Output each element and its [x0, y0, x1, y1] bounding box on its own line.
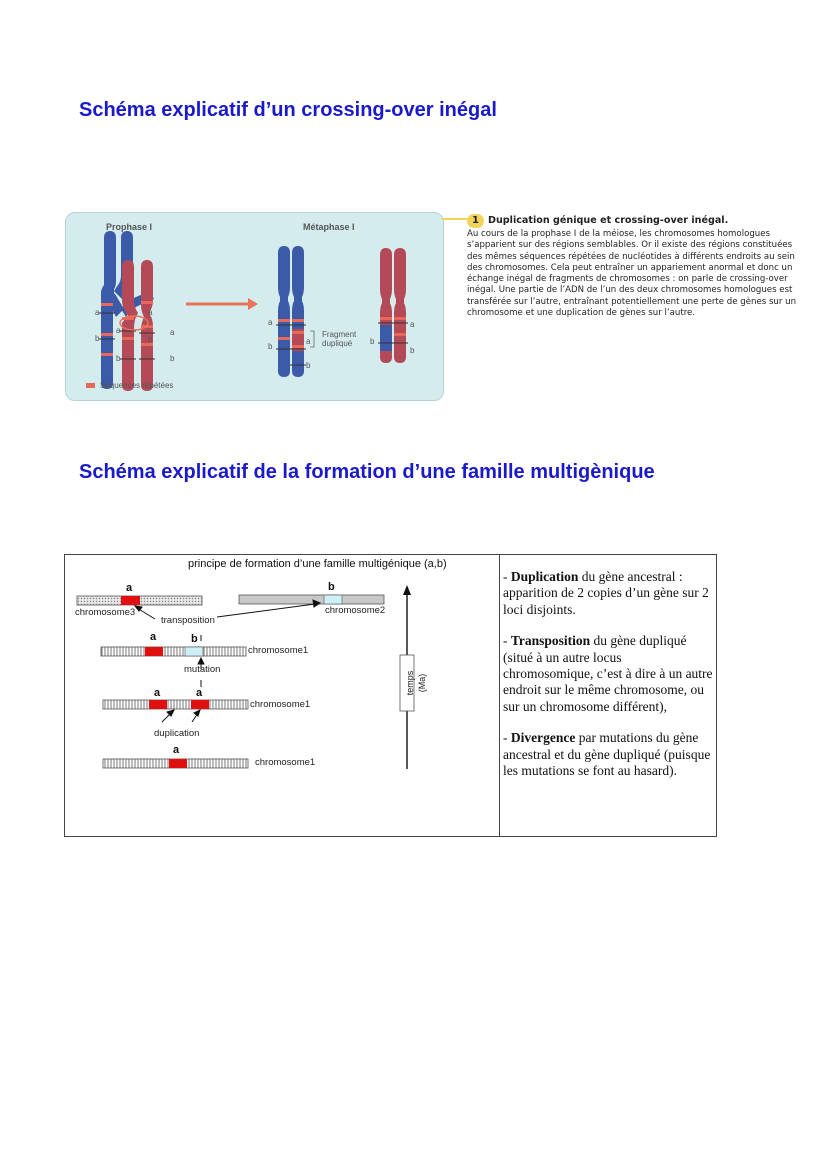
explanation-box [467, 214, 807, 319]
step-divergence: - Divergence par mutations du gène ancestral et du gène dupliqué (puisque les mutations se font au hasard). [503, 730, 711, 779]
metaphase-label: Métaphase I [303, 222, 355, 232]
time-axis-label: temps (Ma) [405, 670, 427, 696]
gene-a-block [121, 596, 140, 605]
chromosome1-label: chromosome1 [250, 699, 311, 710]
prophase-label: Prophase I [106, 222, 153, 232]
metaphase-left-chromosome [278, 246, 304, 377]
explanation-title: Duplication génique et crossing-over inégal. [488, 215, 729, 227]
multigene-diagram-panel [65, 555, 500, 836]
step-transposition: - Transposition du gène dupliqué (situé à un autre locus chromosomique, c’est à dire à un autre endroit sur le même chromosome, ou sur un chromosome différent), [503, 633, 713, 714]
gene-label-a: a [148, 308, 153, 317]
gene-label-b: b [306, 361, 311, 370]
gene-label-a: a [116, 326, 121, 335]
gene-b-label: b [328, 581, 335, 593]
gene-a-label: a [126, 582, 133, 594]
chromosome1-label: chromosome1 [255, 757, 316, 768]
transposition-label: transposition [161, 615, 215, 626]
gene-label-a: a [306, 337, 311, 346]
title-crossing-over: Schéma explicatif d’un crossing-over inégal [79, 99, 497, 121]
prophase-to-metaphase-arrow [186, 298, 258, 310]
multigene-diagram [65, 555, 499, 836]
step-duplication: - Duplication du gène ancestral : apparition de 2 copies d’un gène sur 2 loci disjoints. [503, 569, 709, 617]
gene-label-b: b [170, 354, 175, 363]
chromosome1-label: chromosome1 [248, 645, 309, 656]
crossing-over-figure [65, 212, 444, 401]
gene-a-label: a [150, 631, 157, 643]
gene-b-block [185, 647, 203, 656]
legend: Séquences répétées [86, 381, 173, 390]
multigene-family-figure [64, 554, 717, 837]
gene-a-block [169, 759, 187, 768]
gene-a-block [145, 647, 163, 656]
crossing-over-diagram [66, 213, 443, 400]
gene-label-b: b [95, 334, 100, 343]
gene-a-label: a [196, 687, 203, 699]
chromosome2-label: chromosome2 [325, 605, 386, 616]
gene-a-label: a [154, 687, 161, 699]
metaphase-right-chromosome [380, 248, 406, 363]
explanation-body: Au cours de la prophase I de la méiose, les chromosomes homologues s’apparient sur des régions semblables. Or il existe des régions constituées des mêmes séquences répétées de nucléotides à différents endroits au sein des chromosomes. Cela peut entraîner un appariement anormal et donc un échange inégal de fragments de chromosomes : on parle de crossing-over inégal. Une partie de l’ADN de l’un des deux chromosomes homologues est transférée sur l’autre, entraînant potentiellement une perte de gènes sur un chromosome et une duplication de gènes sur l’autre. [467, 229, 797, 319]
chromosome3-label: chromosome3 [75, 607, 136, 618]
gene-label-b: b [148, 335, 153, 344]
figure-caption: principe de formation d’une famille multigénique (a,b) [188, 558, 447, 570]
duplication-label: duplication [154, 728, 200, 739]
gene-a-block [149, 700, 167, 709]
gene-label-a: a [95, 308, 100, 317]
number-badge: 1 [467, 214, 484, 228]
gene-label-a: a [170, 328, 175, 337]
title-famille-multigenique: Schéma explicatif de la formation d’une famille multigènique [79, 461, 655, 483]
gene-label-b: b [410, 346, 415, 355]
gene-label-b: b [370, 337, 375, 346]
gene-a-label: a [173, 744, 180, 756]
gene-label-b: b [268, 342, 273, 351]
gene-a-block [191, 700, 209, 709]
chromosome1-bar [101, 647, 246, 656]
chromosome1-bar [103, 700, 248, 709]
gene-label-a: a [268, 318, 273, 327]
gene-b-label: b [191, 633, 198, 645]
gene-b-block [324, 595, 342, 604]
mutation-label: mutation [184, 664, 221, 675]
fragment-duplique-label: Fragment dupliqué [322, 330, 357, 348]
gene-label-a: a [410, 320, 415, 329]
legend-swatch [86, 383, 95, 388]
chromosome2-bar [239, 595, 384, 604]
gene-label-b: b [116, 354, 121, 363]
multigene-steps-text [503, 569, 715, 794]
